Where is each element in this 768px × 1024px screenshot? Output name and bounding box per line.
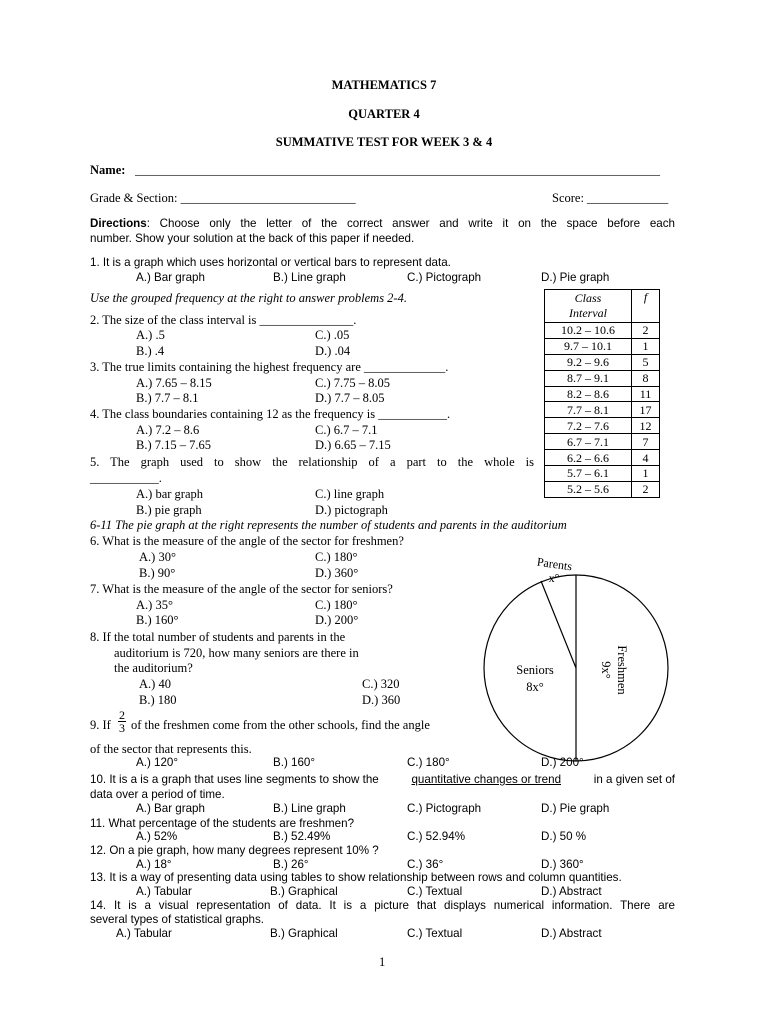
q13-option-d[interactable]: D.) Abstract [541,885,602,898]
q8-option-b[interactable]: B.) 180 [139,693,177,707]
pie-value-freshmen: 9x° [599,661,613,679]
q9-fraction [118,709,126,734]
q10-option-d[interactable]: D.) Pie graph [541,802,610,815]
q13-option-b[interactable]: B.) Graphical [270,885,338,898]
q1-stem: 1. It is a graph which uses horizontal or vertical bars to represent data. [90,256,451,269]
q8-option-c[interactable]: C.) 320 [362,677,400,691]
instruction-6-11: 6-11 The pie graph at the right represents the number of students and parents in the auditorium [90,518,567,532]
pie-label-freshmen: Freshmen [615,645,629,695]
q14-option-c[interactable]: C.) Textual [407,927,463,940]
q3-stem: 3. The true limits containing the highest frequency are _____________. [90,360,449,374]
subject-title: MATHEMATICS 7 [331,78,437,92]
q6-option-c[interactable]: C.) 180° [315,550,358,564]
q9-option-b[interactable]: B.) 160° [273,756,316,769]
q13-stem: 13. It is a way of presenting data using tables to show relationship between rows and column quantities. [90,871,622,884]
q8-stem-line1: 8. If the total number of students and parents in the [90,630,346,644]
q5-stem-line1: 5. The graph used to show the relationship of a part to the whole is [90,455,534,469]
directions-label: Directions [90,217,147,230]
q8-stem-line2: auditorium is 720, how many seniors are there in [114,646,359,660]
table-cell-f: 4 [632,450,660,466]
q5-option-b[interactable]: B.) pie graph [136,503,202,517]
q12-option-d[interactable]: D.) 360° [541,858,584,871]
pie-label-seniors: Seniors [516,663,554,677]
q2-option-b[interactable]: B.) .4 [136,344,165,358]
test-title: SUMMATIVE TEST FOR WEEK 3 & 4 [275,135,493,149]
q13-option-a[interactable]: A.) Tabular [136,885,192,898]
table-cell-interval: 10.2 – 10.6 [545,323,632,339]
table-cell-f: 5 [632,354,660,370]
table-row [545,402,660,418]
pie-value-seniors: 8x° [526,680,544,694]
q9-fraction-numerator: 2 [119,708,125,722]
table-row [545,338,660,354]
q3-option-a[interactable]: A.) 7.65 – 8.15 [136,376,212,390]
table-cell-f: 2 [632,323,660,339]
table-cell-interval: 6.7 – 7.1 [545,434,632,450]
table-row [545,450,660,466]
table-row [545,481,660,497]
q4-stem: 4. The class boundaries containing 12 as the frequency is ___________. [90,407,451,421]
q14-stem-line1: 14. It is a visual representation of data. It is a picture that displays numerical information. There are [90,899,675,912]
q14-option-a[interactable]: A.) Tabular [116,927,172,940]
q9-fraction-denominator: 3 [119,721,125,735]
table-row [545,434,660,450]
q2-option-c[interactable]: C.) .05 [315,328,350,342]
q9-stem-rest: of the freshmen come from the other schools, find the angle [131,718,430,732]
table-cell-f: 8 [632,370,660,386]
directions-line1: Directions: Choose only the letter of the correct answer and write it on the space before each [90,217,675,230]
q9-option-a[interactable]: A.) 120° [136,756,179,769]
q7-option-d[interactable]: D.) 200° [315,613,359,627]
q4-option-d[interactable]: D.) 6.65 – 7.15 [315,438,391,452]
table-row [545,370,660,386]
table-cell-f: 1 [632,338,660,354]
q3-option-c[interactable]: C.) 7.75 – 8.05 [315,376,390,390]
q1-option-d[interactable]: D.) Pie graph [541,271,610,284]
pie-sector-line-parents [541,581,576,668]
q10-option-c[interactable]: C.) Pictograph [407,802,482,815]
table-cell-f: 2 [632,481,660,497]
q4-option-b[interactable]: B.) 7.15 – 7.65 [136,438,211,452]
name-label: Name: [90,163,126,177]
table-cell-interval: 7.7 – 8.1 [545,402,632,418]
q6-option-b[interactable]: B.) 90° [139,566,176,580]
q9-option-d[interactable]: D.) 200° [541,756,584,769]
table-cell-interval: 8.7 – 9.1 [545,370,632,386]
grade-section-field[interactable]: Grade & Section: ____________________________ [90,191,356,205]
table-cell-interval: 8.2 – 8.6 [545,386,632,402]
q14-option-b[interactable]: B.) Graphical [270,927,338,940]
instruction-2-4: Use the grouped frequency at the right to answer problems 2-4. [90,291,407,305]
page-number: 1 [379,955,386,969]
q11-option-c[interactable]: C.) 52.94% [407,830,465,843]
q8-option-a[interactable]: A.) 40 [139,677,171,691]
q10-stem-line1: 10. It is a is a graph that uses line segments to show the quantitative changes or trend in a given set of [90,773,675,786]
quarter-title: QUARTER 4 [348,107,420,121]
q11-stem: 11. What percentage of the students are freshmen? [90,817,355,830]
table-row [545,418,660,434]
q5-option-c[interactable]: C.) line graph [315,487,385,501]
q8-option-d[interactable]: D.) 360 [362,693,401,707]
q14-option-d[interactable]: D.) Abstract [541,927,602,940]
table-cell-f: 1 [632,466,660,482]
q5-stem-line2: ___________. [90,471,162,485]
table-row [545,354,660,370]
table-cell-interval: 9.2 – 9.6 [545,354,632,370]
q11-option-a[interactable]: A.) 52% [136,830,178,843]
q3-option-b[interactable]: B.) 7.7 – 8.1 [136,391,199,405]
q2-option-a[interactable]: A.) .5 [136,328,165,342]
q7-stem: 7. What is the measure of the angle of the sector for seniors? [90,582,393,596]
name-field[interactable]: ____________________________________________________________________________________ [135,163,660,177]
q1-option-a[interactable]: A.) Bar graph [136,271,205,284]
q12-option-c[interactable]: C.) 36° [407,858,444,871]
table-cell-f: 11 [632,386,660,402]
table-cell-interval: 5.2 – 5.6 [545,481,632,497]
q1-option-b[interactable]: B.) Line graph [273,271,346,284]
q6-option-d[interactable]: D.) 360° [315,566,359,580]
pie-value-parents: x° [548,571,560,585]
q4-option-a[interactable]: A.) 7.2 – 8.6 [136,423,200,437]
q6-stem: 6. What is the measure of the angle of the sector for freshmen? [90,534,404,548]
q10-stem-line2: data over a period of time. [90,788,225,801]
q10-underlined-phrase: quantitative changes or trend [411,773,562,786]
pie-graph [470,545,695,770]
q7-option-a[interactable]: A.) 35° [136,598,173,612]
table-cell-interval: 5.7 – 6.1 [545,466,632,482]
q2-stem: 2. The size of the class interval is _______________. [90,313,357,327]
q11-option-d[interactable]: D.) 50 % [541,830,587,843]
q9-stem-line2: of the sector that represents this. [90,742,252,756]
q8-stem-line3: the auditorium? [114,661,193,675]
score-field[interactable]: Score: _____________ [552,191,669,205]
q5-option-d[interactable]: D.) pictograph [315,503,388,517]
q12-option-a[interactable]: A.) 18° [136,858,172,871]
table-cell-f: 7 [632,434,660,450]
q9-prefix: 9. If [90,718,111,732]
q2-option-d[interactable]: D.) .04 [315,344,351,358]
table-row [545,386,660,402]
q14-stem-line2: several types of statistical graphs. [90,913,264,926]
q13-option-c[interactable]: C.) Textual [407,885,463,898]
table-header-f: f [632,290,660,323]
table-row [545,466,660,482]
q10-option-b[interactable]: B.) Line graph [273,802,346,815]
q6-option-a[interactable]: A.) 30° [139,550,176,564]
q7-option-b[interactable]: B.) 160° [136,613,179,627]
q3-option-d[interactable]: D.) 7.7 – 8.05 [315,391,385,405]
q11-option-b[interactable]: B.) 52.49% [273,830,331,843]
table-cell-f: 17 [632,402,660,418]
q9-option-c[interactable]: C.) 180° [407,756,450,769]
q4-option-c[interactable]: C.) 6.7 – 7.1 [315,423,378,437]
table-cell-interval: 6.2 – 6.6 [545,450,632,466]
frequency-table [544,289,660,498]
q5-option-a[interactable]: A.) bar graph [136,487,203,501]
q12-option-b[interactable]: B.) 26° [273,858,309,871]
table-header-class-interval: Class Interval [545,290,632,323]
table-cell-interval: 9.7 – 10.1 [545,338,632,354]
pie-label-parents: Parents [536,554,574,574]
q7-option-c[interactable]: C.) 180° [315,598,358,612]
table-cell-interval: 7.2 – 7.6 [545,418,632,434]
directions-line2: number. Show your solution at the back of this paper if needed. [90,232,415,245]
q10-option-a[interactable]: A.) Bar graph [136,802,205,815]
q1-option-c[interactable]: C.) Pictograph [407,271,482,284]
table-row [545,323,660,339]
table-cell-f: 12 [632,418,660,434]
q12-stem: 12. On a pie graph, how many degrees represent 10% ? [90,844,379,857]
